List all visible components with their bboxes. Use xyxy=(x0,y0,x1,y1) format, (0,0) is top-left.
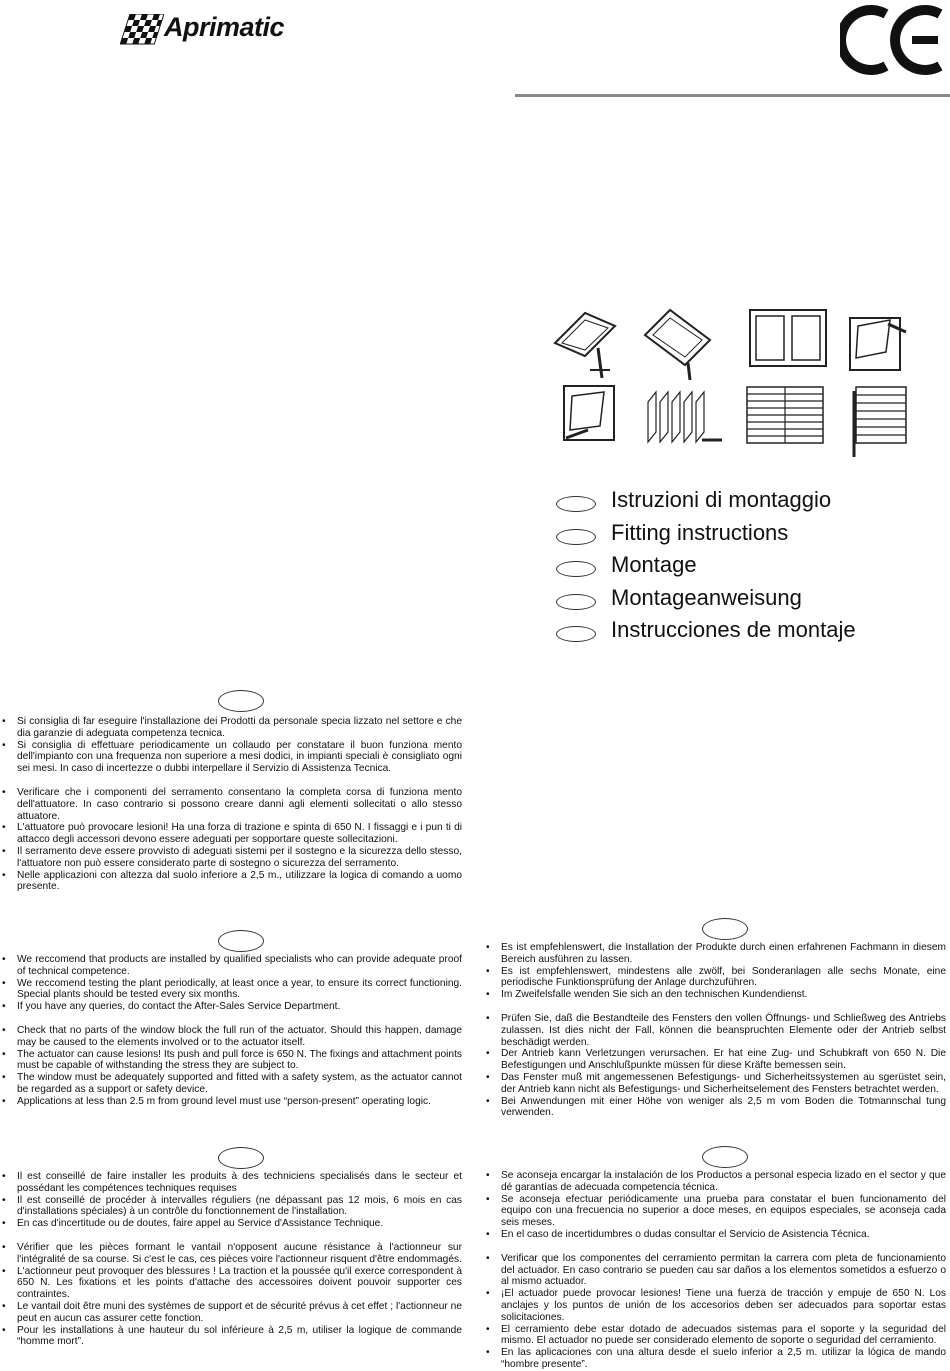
checkered-flag-icon xyxy=(120,14,164,48)
list-item: • Es ist empfehlenswert, mindestens alle zwölf, bei Sonderanlagen alle sechs Monate, eine periodische Funktionsprüfung der Anlage durchzuführen. xyxy=(484,966,946,990)
list-item: • Verificare che i componenti del serramento consentano la completa corsa di funziona mento dell'attuatore. In caso contrario si possono creare danni agli elementi sollecitati o allo stesso attuatore. xyxy=(0,787,462,822)
roof-window-icon xyxy=(640,305,715,380)
horizontal-louvre-window-icon xyxy=(745,385,825,445)
flag-oval-icon xyxy=(556,561,596,577)
list-item: • Se aconseja encargar la instalación de los Productos a personal especia lizado en el sector y que dé garantías de adecuada competencia técnica. xyxy=(484,1170,946,1194)
list-item: • Verificar que los componentes del cerramiento permitan la carrera com pleta de funcionamiento del actuador. En caso contrario se pueden cau sar daños a los elementos sometidos a esfuerzo o al mismo actuador. xyxy=(484,1253,946,1288)
list-item: • ¡El actuador puede provocar lesiones! Tiene una fuerza de tracción y empuje de 650 N. Los anclajes y los puntos de unión de los accesorios deben ser adecuados para soportar estas solicitaciones. xyxy=(484,1288,946,1323)
list-item: • L'attuatore può provocare lesioni! Ha una forza di trazione e spinta di 650 N. I fissaggi e i pun ti di attacco degli accessori devono essere adeguati per sopportare queste sollecitazioni. xyxy=(0,822,462,846)
header-rule xyxy=(515,94,950,97)
section-german xyxy=(484,918,946,1119)
flag-oval-icon xyxy=(556,626,596,642)
warning-list xyxy=(0,1242,462,1348)
list-item: • Il est conseillé de procéder à intervalles réguliers (ne dépassant pas 12 mois, 6 mois en cas d'installations spéciales) à un contrôle du fonctionnement de l'installation. xyxy=(0,1195,462,1219)
vertical-louvre-window-icon xyxy=(850,385,910,459)
flag-oval-icon xyxy=(556,594,596,610)
section-english xyxy=(0,930,462,1108)
flag-oval-icon xyxy=(218,930,264,952)
flag-oval-icon xyxy=(218,690,264,712)
list-item: • Pour les installations à une hauteur du sol inférieure à 2,5 m, utiliser la logique de commande “homme mort”. xyxy=(0,1325,462,1349)
language-label: Instrucciones de montaje xyxy=(611,617,856,642)
language-label: Montage xyxy=(611,552,697,577)
list-item: • Vérifier que les pièces formant le vantail n'opposent aucune résistance à l'actionneur sur l'intégralité de sa course. Si c'est le cas, ces pièces voire l'actionneur risquent d'être endommagés. xyxy=(0,1242,462,1266)
list-item: • Check that no parts of the window block the full run of the actuator. Should this happen, damage may be caused to the elements involved or to the actuator itself. xyxy=(0,1025,462,1049)
language-label: Istruzioni di montaggio xyxy=(611,487,832,512)
list-item: • Le vantail doit être muni des systèmes de support et de sécurité prévus à cet effet ; l'actionneur ne peut en aucun cas assurer cette fonction. xyxy=(0,1301,462,1325)
list-item: • Bei Anwendungen mit einer Höhe von weniger als 2,5 m vom Boden die Totmannschal tung verwenden. xyxy=(484,1096,946,1120)
language-label: Fitting instructions xyxy=(611,519,789,545)
ce-mark-icon xyxy=(840,0,948,80)
list-item: • The actuator can cause lesions! Its push and pull force is 650 N. The fixings and attachment points must be capable of withstanding the stress they are subject to. xyxy=(0,1049,462,1073)
top-hung-window-icon xyxy=(848,312,908,372)
list-item: • Im Zweifelsfalle wenden Sie sich an den technischen Kundendienst. xyxy=(484,989,946,1001)
skylight-window-icon xyxy=(550,308,620,378)
flag-oval-icon xyxy=(218,1147,264,1169)
list-item: • El cerramiento debe estar dotado de adecuados sistemas para el soporte y la seguridad del mismo. El actuador no puede ser considerado elemento de soporte o seguridad del cerramiento. xyxy=(484,1324,946,1348)
list-item: • The window must be adequately supported and fitted with a safety system, as the actuator cannot be regarded as a support or safety device. xyxy=(0,1072,462,1096)
section-spanish xyxy=(484,1146,946,1371)
aprimatic-logo xyxy=(120,8,310,54)
list-item: • Das Fenster muß mit angemessenen Befestigungs- und Sicherheitssystemen au sgerüstet sein, der Antrieb kann nicht als Befestigungs- und Sicherheitselement des Fensters betrachtet werden. xyxy=(484,1072,946,1096)
list-item: • Prüfen Sie, daß die Bestandteile des Fensters den vollen Öffnungs- und Schließweg des Antriebs zulassen. Ist dies nicht der Fall, können die beanspruchten Elemente oder der Antrieb selbst beschädigt werden. xyxy=(484,1013,946,1048)
list-item: • Si consiglia di far eseguire l'installazione dei Prodotti da personale specia lizzato nel settore e che dia garanzie di adeguata competenza tecnica. xyxy=(0,716,462,740)
list-item: • We reccomend that products are installed by qualified specialists who can provide adequate proof of technical competence. xyxy=(0,954,462,978)
louvre-blades-icon xyxy=(646,388,724,444)
list-item: • If you have any queries, do contact the After-Sales Service Department. xyxy=(0,1001,462,1013)
list-item: • Si consiglia di effettuare periodicamente un collaudo per constatare il buon funziona mento dell'impianto con una frequenza non superiore a mesi dodici, in impianti speciali è consigliato ogni sei mesi. In caso di incertezze o dubbi interpellare il Servizio di Assistenza Tecnica. xyxy=(0,740,462,775)
flag-oval-icon xyxy=(702,918,748,940)
list-item: • Es ist empfehlenswert, die Installation der Produkte durch einen erfahrenen Fachmann in diesem Bereich ausführen zu lassen. xyxy=(484,942,946,966)
list-item: • Nelle applicazioni con altezza dal suolo inferiore a 2,5 m., utilizzare la logica di comando a uomo presente. xyxy=(0,870,462,894)
warning-list xyxy=(484,1253,946,1371)
warning-list xyxy=(484,1013,946,1119)
brand-name: Aprimatic xyxy=(164,12,285,42)
bottom-hung-window-icon xyxy=(560,382,620,444)
list-item: • Il serramento deve essere provvisto di adeguati sistemi per il sostegno e la sicurezza dello stesso, l'attuatore non può essere considerato parte di sostegno o sicurezza del serramento. xyxy=(0,846,462,870)
list-item: • Der Antrieb kann Verletzungen verursachen. Er hat eine Zug- und Schubkraft von 650 N. Die Befestigungen und Anschlußpunkte müssen für diese Kräfte bemessen sein. xyxy=(484,1048,946,1072)
flag-oval-icon xyxy=(702,1146,748,1168)
list-item: • En el caso de incertidumbres o dudas consultar el Servicio de Asistencia Técnica. xyxy=(484,1229,946,1241)
language-label: Montageanweisung xyxy=(611,584,802,610)
list-item: • Applications at less than 2.5 m from ground level must use “person-present” operating logic. xyxy=(0,1096,462,1108)
section-italian xyxy=(0,690,462,893)
flag-oval-icon xyxy=(556,496,596,512)
list-item: • Il est conseillé de faire installer les produits à des techniciens specialisés dans le secteur et possédant les compétences techniques requises xyxy=(0,1171,462,1195)
list-item: • We reccomend testing the plant periodically, at least once a year, to ensure its correct functioning. Special plants should be tested every six months. xyxy=(0,978,462,1002)
list-item: • Se aconseja efectuar periódicamente una prueba para constatar el buen funcionamento del equipo con una frecuencia no superior a doce meses, en equipos especiales, se aconseja cada seis meses. xyxy=(484,1194,946,1229)
warning-list xyxy=(0,1025,462,1108)
double-casement-window-icon xyxy=(748,308,828,368)
list-item: • En cas d'incertitude ou de doutes, faire appel au Service d'Assistance Technique. xyxy=(0,1218,462,1230)
warning-list xyxy=(0,787,462,893)
list-item: • En las aplicaciones con una altura desde el suelo inferior a 2,5 m. utilizar la lógica de mando “hombre presente”. xyxy=(484,1347,946,1371)
section-french xyxy=(0,1147,462,1348)
list-item: • L'actionneur peut provoquer des blessures ! La traction et la poussée qu'il exerce correspondent à 650 N. Les fixations et les points d'attache des accessoires doivent pouvoir supporter ces contraintes. xyxy=(0,1266,462,1301)
flag-oval-icon xyxy=(556,529,596,545)
